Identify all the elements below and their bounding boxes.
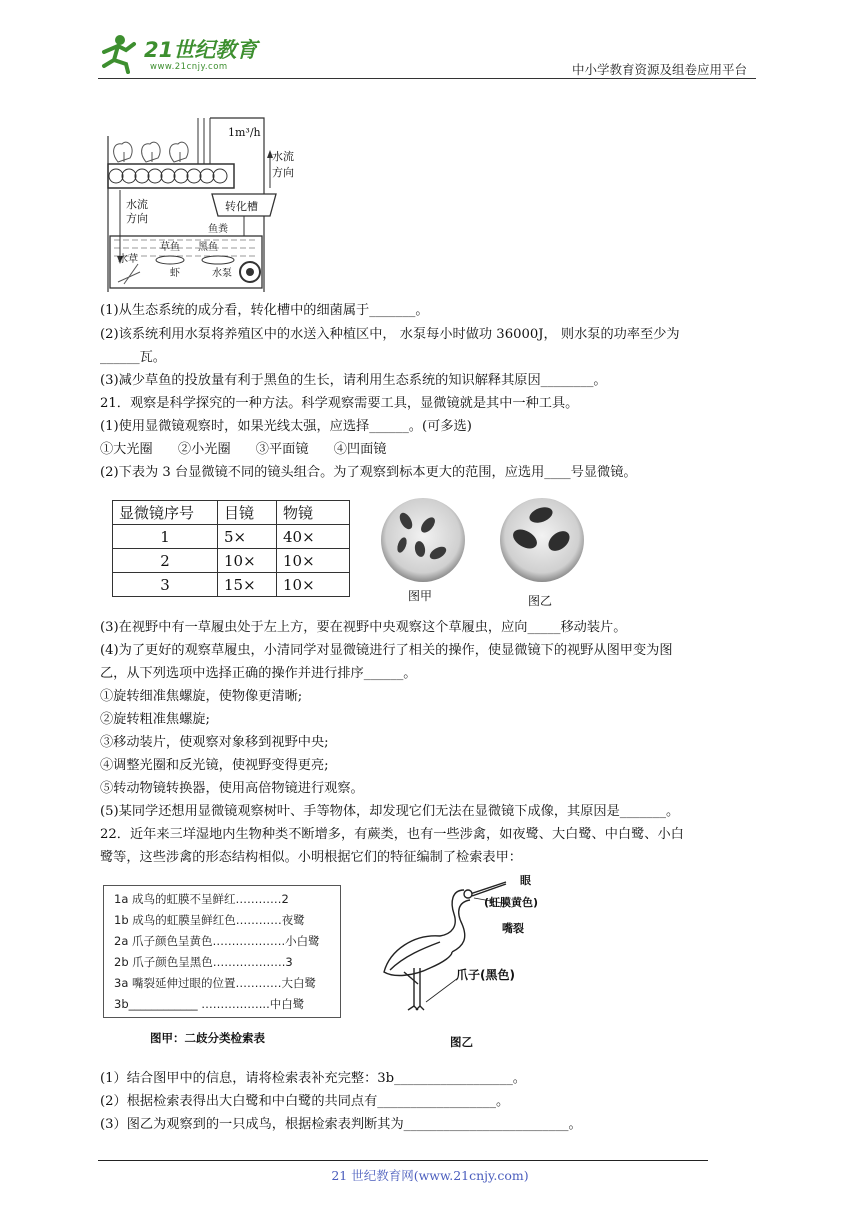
- egret-claw-label: 爪子(黑色): [456, 968, 515, 982]
- logo-text: 21世纪教育: [144, 38, 258, 62]
- fish-waste-label: 鱼粪: [208, 224, 228, 235]
- table-row: [113, 549, 350, 573]
- conversion-tank-label: 转化槽: [225, 200, 258, 213]
- water-flow-up-label-1: 水流: [272, 150, 294, 163]
- table-cell: 5×: [218, 525, 277, 549]
- egret-caption: 图乙: [450, 1035, 473, 1049]
- shrimp-label: 虾: [170, 268, 180, 279]
- table-cell: 10×: [277, 573, 350, 597]
- q21-part4-option1: ①旋转细准焦螺旋，使物像更清晰;: [100, 689, 303, 704]
- microscope-table: [112, 500, 350, 597]
- table-row: [113, 525, 350, 549]
- table-cell: 40×: [277, 525, 350, 549]
- table-cell: 10×: [218, 549, 277, 573]
- q20-part2-line2: ______瓦。: [100, 350, 166, 365]
- pump-label: 水泵: [212, 268, 232, 279]
- q21-part3: (3)在视野中有一草履虫处于左上方，要在视野中央观察这个草履虫，应向_____移动装片。: [100, 620, 627, 635]
- table-header-cell: 显微镜序号: [113, 501, 218, 525]
- table-row: [113, 573, 350, 597]
- table-header-row: [113, 501, 350, 525]
- q22-part2: (2）根据检索表得出大白鹭和中白鹭的共同点有__________________。: [100, 1094, 510, 1109]
- q21-part2: (2)下表为 3 台显微镜不同的镜头组合。为了观察到标本更大的范围，应选用____号显微镜。: [100, 465, 637, 480]
- q21-part4-line2: 乙，从下列选项中选择正确的操作并进行排序______。: [100, 666, 417, 681]
- q20-part2-line1: (2)该系统利用水泵将养殖区中的水送入种植区中， 水泵每小时做功 36000J， 则水泵的功率至少为: [100, 327, 680, 342]
- q21-part4-option5: ⑤转动物镜转换器，使用高倍物镜进行观察。: [100, 781, 364, 796]
- key-line: 3b____________ ……………...中白鹭: [114, 997, 305, 1011]
- black-carp-label: 黑鱼: [198, 242, 218, 253]
- q21-part4-option4: ④调整光圈和反光镜，使视野变得更亮;: [100, 758, 329, 773]
- table-cell: 15×: [218, 573, 277, 597]
- table-header-cell: 物镜: [277, 501, 350, 525]
- water-flow-up-label-2: 方向: [272, 166, 294, 179]
- figure-a-label: 图甲: [408, 589, 433, 603]
- q21-part5: (5)某同学还想用显微镜观察树叶、手等物体，却发现它们无法在显微镜下成像，其原因是_______。: [100, 804, 680, 819]
- table-cell: 3: [113, 573, 218, 597]
- figure-b-label: 图乙: [528, 594, 553, 608]
- q21-part4-option2: ②旋转粗准焦螺旋;: [100, 712, 210, 727]
- q22-line2: 鹭等，这些涉禽的形态结构相似。小明根据它们的特征编制了检索表甲：: [100, 850, 522, 865]
- q21-part1-options: ①大光圈 ②小光圈 ③平面镜 ④凹面镜: [100, 442, 387, 457]
- q20-part1: (1)从生态系统的成分看，转化槽中的细菌属于_______。: [100, 303, 429, 318]
- q21-part1: (1)使用显微镜观察时，如果光线太强，应选择______。(可多选): [100, 419, 472, 434]
- water-flow-down-label-1: 水流: [126, 198, 148, 211]
- q22-part1: (1）结合图甲中的信息，请将检索表补充完整：3b__________________。: [100, 1071, 526, 1086]
- egret-iris-label: (虹膜黄色): [484, 896, 539, 909]
- key-caption: 图甲：二歧分类检索表: [150, 1031, 265, 1045]
- table-cell: 1: [113, 525, 218, 549]
- key-line: 3a 嘴裂延伸过眼的位置…………大白鹭: [114, 976, 317, 990]
- q20-part3: (3)减少草鱼的投放量有利于黑鱼的生长，请利用生态系统的知识解释其原因________。: [100, 373, 607, 388]
- egret-eye-label: 眼: [520, 874, 531, 887]
- footer-link[interactable]: 21 世纪教育网(www.21cnjy.com): [331, 1168, 529, 1183]
- table-header-cell: 目镜: [218, 501, 277, 525]
- platform-title: 中小学教育资源及组卷应用平台: [572, 62, 748, 77]
- header-divider: [98, 78, 756, 79]
- footer-divider: [98, 1160, 708, 1161]
- grass-carp-label: 草鱼: [160, 242, 180, 253]
- key-line: 1a 成鸟的虹膜不呈鲜红…………2: [114, 892, 289, 906]
- runner-icon: [104, 35, 134, 72]
- q21-intro: 21．观察是科学探究的一种方法。科学观察需要工具，显微镜就是其中一种工具。: [100, 396, 579, 411]
- logo-url: www.21cnjy.com: [150, 62, 228, 72]
- key-line: 2a 爪子颜色呈黄色……………….小白鹭: [114, 934, 320, 948]
- key-line: 2b 爪子颜色呈黑色……………….3: [114, 955, 293, 969]
- q22-line1: 22．近年来三垟湿地内生物种类不断增多，有蕨类，也有一些涉禽，如夜鹭、大白鹭、中白鹭、小白: [100, 827, 684, 842]
- site-logo: [96, 30, 266, 76]
- egret-beak-label: 嘴裂: [502, 922, 524, 935]
- flow-rate-label: 1m³/h: [228, 126, 261, 139]
- egret-drawing: [374, 872, 524, 1012]
- q21-part4-option3: ③移动装片，使观察对象移到视野中央;: [100, 735, 329, 750]
- table-cell: 10×: [277, 549, 350, 573]
- water-flow-down-label-2: 方向: [126, 212, 148, 225]
- microscope-field-a: [380, 497, 466, 583]
- q22-part3: (3）图乙为观察到的一只成鸟，根据检索表判断其为_________________________。: [100, 1117, 582, 1132]
- q21-part4-line1: (4)为了更好的观察草履虫，小清同学对显微镜进行了相关的操作，使显微镜下的视野从图甲变为图: [100, 643, 673, 658]
- microscope-field-b: [499, 497, 585, 583]
- key-line: 1b 成鸟的虹膜呈鲜红色…………夜鹭: [114, 913, 305, 927]
- waterweed-label: 水草: [118, 254, 138, 265]
- table-cell: 2: [113, 549, 218, 573]
- dichotomous-key-box: [103, 885, 341, 1018]
